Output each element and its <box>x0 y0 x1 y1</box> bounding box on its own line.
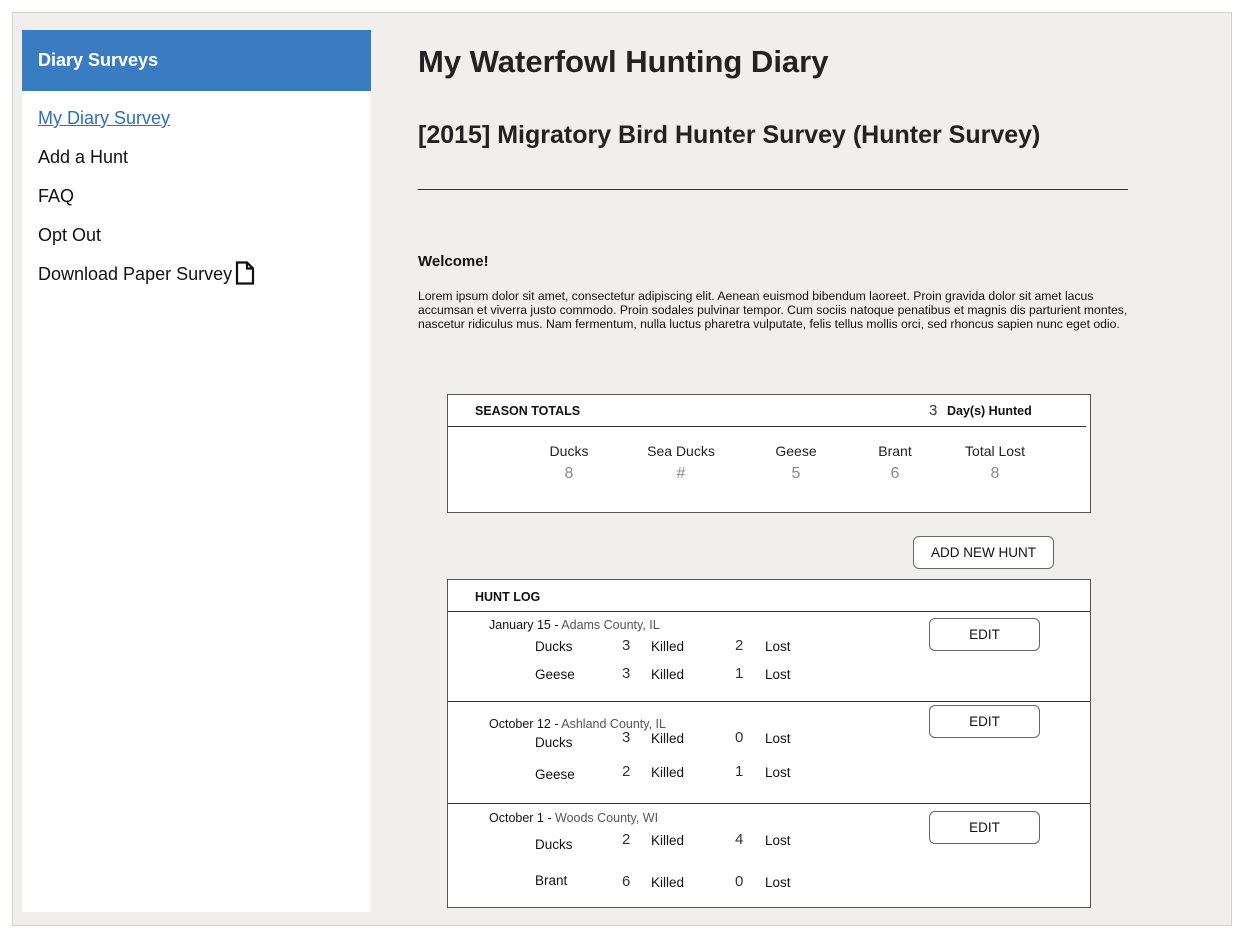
hunt-log-panel <box>447 579 1091 908</box>
hunt-location: Adams County, IL <box>561 618 660 632</box>
killed-label: Killed <box>651 667 685 682</box>
total-value: 8 <box>990 465 1000 482</box>
total-value: 5 <box>791 465 801 482</box>
welcome-text: Lorem ipsum dolor sit amet, consectetur adipiscing elit. Aenean euismod bibendum laoreet. Proin gravida dolor sit amet lacus accumsan et viverra justo commodo. Proin sodales pulvinar tempor. Cum sociis natoque penatibus et magnis dis parturient montes, nascetur ridiculus mus. Nam fermentum, nulla luctus pharetra vulputate, felis tellus mollis orci, sed rhoncus sapien nunc eget odio. <box>418 289 1128 331</box>
lost-label: Lost <box>765 667 791 682</box>
edit-button[interactable]: EDIT <box>929 705 1040 738</box>
killed-count: 2 <box>622 763 631 780</box>
total-label: Sea Ducks <box>647 443 715 459</box>
hunt-location: Woods County, WI <box>555 811 659 825</box>
season-totals-panel <box>447 394 1091 513</box>
hunt-date: October 12 <box>489 717 551 731</box>
hunt-location: Ashland County, IL <box>561 717 666 731</box>
killed-count: 2 <box>622 831 631 848</box>
nav-opt-out[interactable]: Opt Out <box>38 225 102 245</box>
hunt-row <box>448 763 848 783</box>
add-new-hunt-button[interactable]: ADD NEW HUNT <box>913 536 1054 569</box>
killed-count: 3 <box>622 637 631 654</box>
killed-count: 3 <box>622 665 631 682</box>
total-value: # <box>676 465 686 482</box>
sidebar <box>22 30 371 912</box>
hunt-row <box>448 665 848 685</box>
sidebar-header: Diary Surveys <box>22 30 371 91</box>
species: Ducks <box>535 735 573 750</box>
days-hunted-label: Day(s) Hunted <box>947 404 1032 418</box>
welcome-heading: Welcome! <box>418 253 489 270</box>
document-icon[interactable] <box>235 261 255 285</box>
species: Brant <box>535 873 568 888</box>
total-label: Ducks <box>549 443 589 459</box>
nav-download-paper-survey[interactable] <box>38 261 371 300</box>
hunt-date: January 15 <box>489 618 551 632</box>
lost-count: 0 <box>735 729 744 746</box>
total-label: Total Lost <box>965 443 1025 459</box>
species: Geese <box>535 767 575 782</box>
lost-label: Lost <box>765 765 791 780</box>
divider <box>418 189 1128 190</box>
hunt-row <box>448 873 848 893</box>
edit-button[interactable]: EDIT <box>929 811 1040 844</box>
lost-label: Lost <box>765 639 791 654</box>
hunt-entry <box>448 612 1090 701</box>
hunt-log-label: HUNT LOG <box>475 590 541 604</box>
sidebar-nav <box>22 91 371 300</box>
killed-label: Killed <box>651 833 685 848</box>
hunt-entry-title: October 1 - Woods County, WI <box>489 811 659 825</box>
lost-label: Lost <box>765 731 791 746</box>
nav-my-diary-survey[interactable]: My Diary Survey <box>38 108 171 128</box>
hunt-date: October 1 <box>489 811 544 825</box>
total-sea-ducks <box>626 443 736 483</box>
lost-count: 1 <box>735 665 744 682</box>
total-geese <box>741 443 851 483</box>
page-title: My Waterfowl Hunting Diary <box>418 44 829 79</box>
total-brant <box>840 443 950 483</box>
total-ducks <box>514 443 624 483</box>
lost-count: 1 <box>735 763 744 780</box>
lost-count: 0 <box>735 873 744 890</box>
hunt-entry-title: January 15 - Adams County, IL <box>489 618 660 632</box>
total-value: 6 <box>890 465 900 482</box>
nav-faq[interactable]: FAQ <box>38 186 75 206</box>
lost-label: Lost <box>765 833 791 848</box>
species: Ducks <box>535 837 573 852</box>
species: Geese <box>535 667 575 682</box>
total-lost <box>940 443 1050 483</box>
species: Ducks <box>535 639 573 654</box>
total-label: Geese <box>775 443 817 459</box>
total-value: 8 <box>564 465 574 482</box>
hunt-row <box>448 637 848 657</box>
lost-count: 4 <box>735 831 744 848</box>
lost-label: Lost <box>765 875 791 890</box>
killed-label: Killed <box>651 875 685 890</box>
killed-count: 6 <box>622 873 631 890</box>
total-label: Brant <box>878 443 912 459</box>
killed-label: Killed <box>651 765 685 780</box>
killed-count: 3 <box>622 729 631 746</box>
hunt-row <box>448 729 848 749</box>
survey-title: [2015] Migratory Bird Hunter Survey (Hunter Survey) <box>418 121 1041 149</box>
days-hunted-count: 3 <box>929 402 938 419</box>
nav-download-paper-survey-label: Download Paper Survey <box>38 264 233 284</box>
killed-label: Killed <box>651 639 685 654</box>
edit-button[interactable]: EDIT <box>929 618 1040 651</box>
hunt-entry <box>448 803 1090 907</box>
lost-count: 2 <box>735 637 744 654</box>
season-totals-header <box>448 395 1086 427</box>
killed-label: Killed <box>651 731 685 746</box>
hunt-row <box>448 831 848 851</box>
hunt-log-header <box>448 580 1090 612</box>
season-totals-label: SEASON TOTALS <box>475 404 581 418</box>
hunt-entry <box>448 701 1090 803</box>
hunt-entry-title: October 12 - Ashland County, IL <box>489 717 666 731</box>
nav-add-a-hunt[interactable]: Add a Hunt <box>38 147 129 167</box>
